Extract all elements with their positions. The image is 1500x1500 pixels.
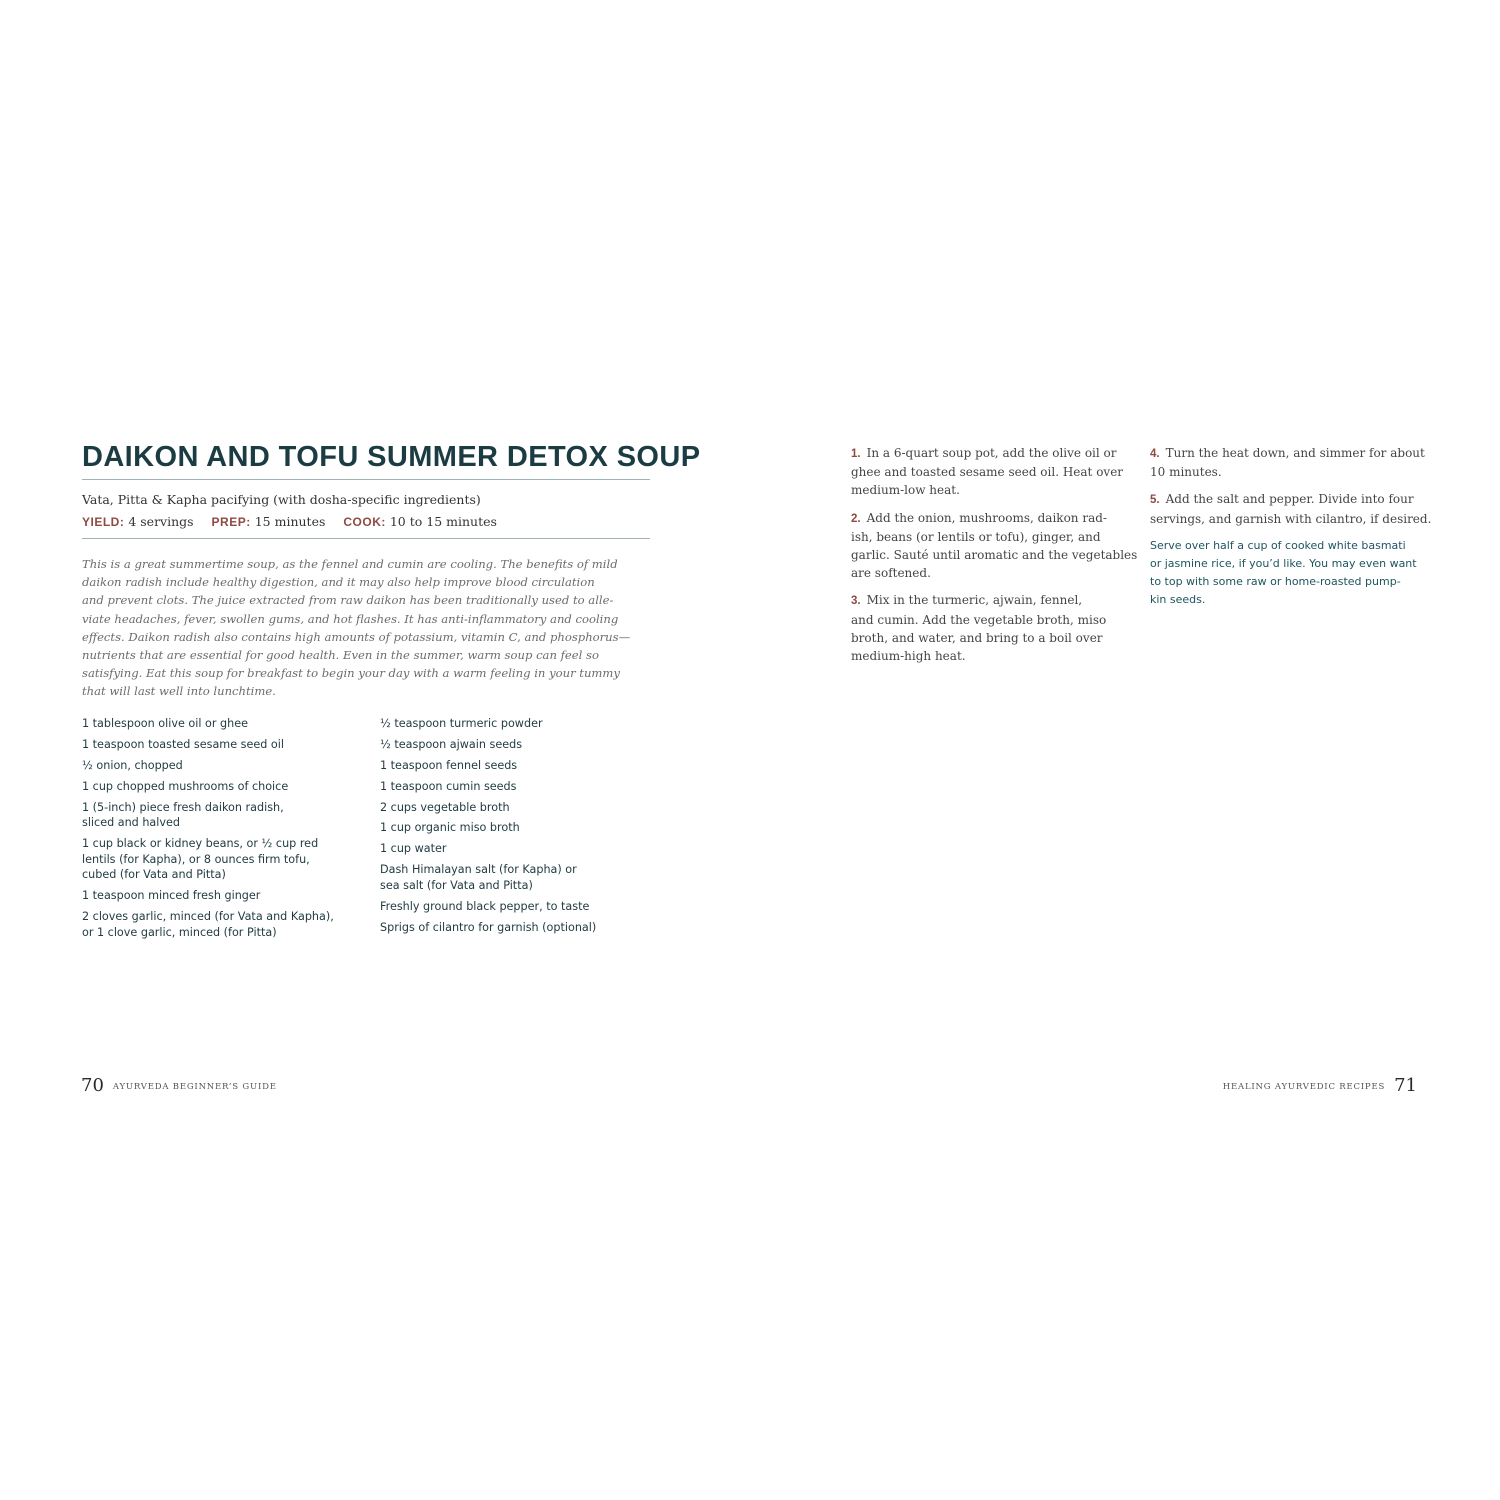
step-line [851,546,1138,564]
ingredient-item [380,800,620,816]
ingredient-item [82,737,352,753]
ingredient-line: ½ onion, chopped [82,758,183,772]
ingredient-line: lentils (for Kapha), or 8 ounces firm tofu, [82,852,310,866]
prep-label: PREP: [211,515,251,529]
intro-line: effects. Daikon radish also contains high amounts of potassium, vitamin C, and phosphorus— [82,629,631,644]
footer-right [1223,1075,1417,1098]
ingredient-line: ½ teaspoon turmeric powder [380,717,543,730]
ingredient-item [82,758,352,774]
recipe-header [82,438,701,701]
prep-value: 15 minutes [254,514,326,529]
ingredient-line: 2 cloves garlic, minced (for Vata and Kapha), [82,910,334,924]
step-line [851,463,1124,481]
ingredient-line: or 1 clove garlic, minced (for Pitta) [82,925,277,939]
ingredient-line: Sprigs of cilantro for garnish (optional) [380,920,597,934]
step-text: 10 minutes. [1150,465,1222,480]
step-text: medium-low heat. [851,483,960,498]
step-number: 3. [851,595,861,608]
step-text: garlic. Sauté until aromatic and the vegetables [851,548,1138,563]
ingredient-item [82,909,352,940]
ingredients-column-right [380,716,620,941]
ingredient-line: 1 cup black or kidney beans, or ½ cup red [82,837,319,851]
step-text: Add the salt and pepper. Divide into four [1165,492,1414,507]
directions-column-1 [851,444,1138,674]
step-number: 4. [1150,448,1160,460]
ingredient-item [380,716,620,732]
cook-value: 10 to 15 minutes [389,514,497,529]
direction-step [851,444,1124,500]
ingredient-line: 1 teaspoon cumin seeds [380,779,517,793]
step-number: 1. [851,448,861,460]
step-text: are softened. [851,566,931,581]
recipe-meta [82,513,650,531]
direction-step [1150,444,1430,481]
intro-line: daikon radish include healthy digestion, and it may also help improve blood circulation [82,575,595,590]
intro-line: satisfying. Eat this soup for breakfast to begin your day with a warm feeling in your tummy [82,666,620,681]
intro-line: and prevent clots. The juice extracted from raw daikon has been traditionally used to alle- [82,593,614,608]
tip-line: Serve over half a cup of cooked white basmati [1150,538,1406,552]
footer-left [81,1075,277,1098]
ingredient-line: 1 tablespoon olive oil or ghee [82,717,248,730]
ingredient-line: 1 (5-inch) piece fresh daikon radish, [82,800,284,814]
step-number: 2. [851,512,861,525]
serving-tip [1150,537,1430,610]
step-text: ghee and toasted sesame seed oil. Heat over [851,465,1124,480]
ingredient-line: 1 teaspoon fennel seeds [380,758,518,772]
direction-step [1150,490,1430,527]
ingredient-item [380,758,620,774]
ingredient-item [380,862,620,893]
step-line [1150,510,1430,528]
page-number-left: 70 [81,1075,104,1096]
title-divider [82,479,650,480]
step-text: In a 6-quart soup pot, add the olive oil or [866,446,1117,460]
intro-line: viate headaches, fever, swollen gums, and hot flashes. It has anti-inflammatory and cooling [82,611,619,626]
ingredient-item [82,800,352,831]
page-number-right: 71 [1394,1075,1417,1096]
yield-label: YIELD: [82,515,125,529]
ingredient-line: sliced and halved [82,816,180,830]
ingredient-line: 1 cup chopped mushrooms of choice [82,779,289,793]
step-line [851,509,1121,528]
step-line [851,528,1121,546]
step-line [1150,490,1430,509]
ingredient-item [380,779,620,795]
ingredient-item [380,899,620,915]
tip-line: to top with some raw or home-roasted pump- [1150,575,1401,589]
meta-divider [82,538,650,539]
step-text: broth, and water, and bring to a boil over [851,630,1103,645]
ingredient-item [380,920,620,936]
ingredient-item [82,779,352,795]
ingredient-line: 1 teaspoon minced fresh ginger [82,889,261,903]
ingredient-item [82,716,352,732]
ingredients-column-left [82,716,352,946]
step-line [851,647,1121,665]
step-line [1150,463,1430,481]
cook-label: COOK: [343,515,386,529]
direction-step [851,591,1121,665]
ingredient-item [380,820,620,836]
ingredient-line: 2 cups vegetable broth [380,800,510,814]
ingredient-line: 1 cup water [380,842,447,856]
step-line [851,444,1121,463]
ingredient-line: cubed (for Vata and Pitta) [82,868,226,882]
step-line [851,629,1121,647]
step-text: ish, beans (or lentils or tofu), ginger, and [851,529,1101,544]
yield-value: 4 servings [128,514,194,529]
step-text: Mix in the turmeric, ajwain, fennel, [866,593,1083,608]
ingredient-line: Freshly ground black pepper, to taste [380,899,590,913]
ingredient-item [82,888,352,904]
directions-column-2 [1150,444,1430,610]
recipe-title: DAIKON AND TOFU SUMMER DETOX SOUP [82,441,701,473]
step-line [1150,444,1430,463]
ingredient-item [82,836,352,883]
ingredient-item [380,841,620,857]
tip-line: or jasmine rice, if you’d like. You may even want [1150,557,1417,571]
step-text: medium-high heat. [851,649,966,664]
ingredient-line: 1 teaspoon toasted sesame seed oil [82,737,284,751]
ingredient-line: Dash Himalayan salt (for Kapha) or [380,863,577,877]
step-number: 5. [1150,494,1160,507]
intro-line: nutrients that are essential for good health. Even in the summer, warm soup can feel so [82,648,599,663]
intro-paragraph [82,555,631,701]
step-text: Add the onion, mushrooms, daikon rad- [866,510,1107,525]
intro-line: that will last well into lunchtime. [82,684,276,699]
direction-step [851,509,1138,583]
ingredient-line: 1 cup organic miso broth [380,821,520,835]
ingredient-item [380,737,620,753]
ingredient-line: ½ teaspoon ajwain seeds [380,737,523,751]
step-line [851,481,1121,499]
dosha-subtitle: Vata, Pitta & Kapha pacifying (with dosha-specific ingredients) [82,492,481,507]
running-head-right: HEALING AYURVEDIC RECIPES [1222,1082,1386,1092]
intro-line: This is a great summertime soup, as the fennel and cumin are cooling. The benefits of mild [82,557,618,571]
step-line [851,564,1121,582]
tip-line: kin seeds. [1150,593,1206,607]
ingredient-line: sea salt (for Vata and Pitta) [380,878,533,892]
step-text: and cumin. Add the vegetable broth, miso [851,612,1107,627]
step-line [851,591,1121,610]
running-head-left: AYURVEDA BEGINNER’S GUIDE [112,1082,277,1092]
step-text: servings, and garnish with cilantro, if desired. [1150,511,1432,526]
step-line [851,611,1121,629]
step-text: Turn the heat down, and simmer for about [1165,446,1425,460]
